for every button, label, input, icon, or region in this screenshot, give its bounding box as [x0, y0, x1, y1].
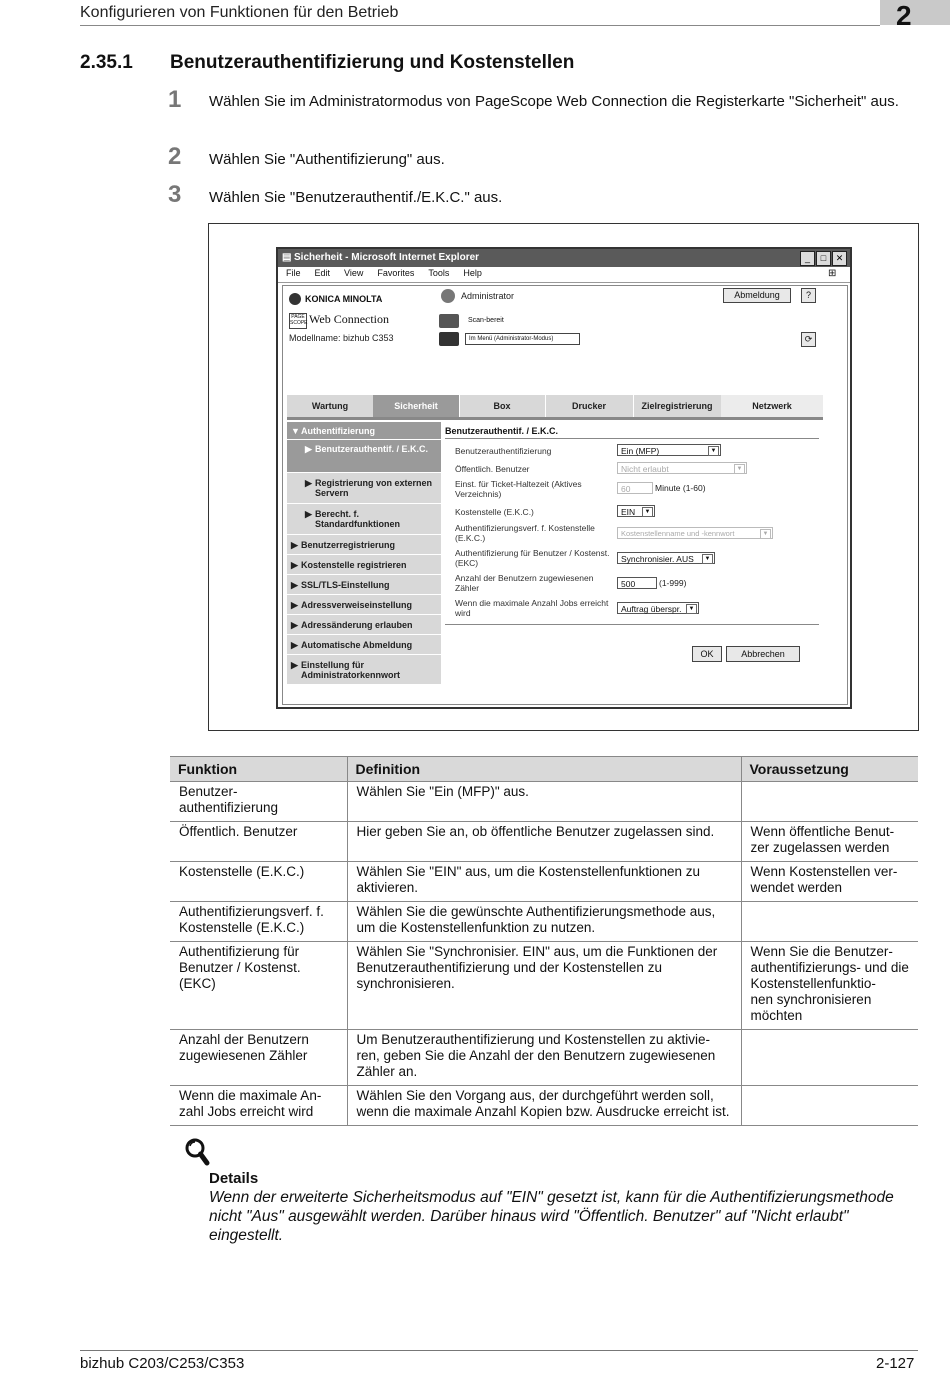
footer-rule [80, 1350, 918, 1351]
sidebar-berecht-standard[interactable]: ▶ Berecht. f. Standardfunktionen [287, 504, 441, 535]
triangle-down-icon: ▼ [291, 426, 300, 436]
field-label: Anzahl der Benutzern zugewiesenen Zähler [455, 573, 594, 593]
tab-netzwerk[interactable]: Netzwerk [721, 395, 824, 417]
field-label: Kostenstelle (E.K.C.) [455, 507, 534, 517]
scan-status: Scan-bereit [468, 317, 504, 324]
step-text: Wählen Sie "Benutzerauthentif./E.K.C." aus. [209, 189, 503, 206]
cell-definition: Wählen Sie die gewünschte Authentifizierungsmethode aus, um die Kostenstellenfunktion zu nutzen. [347, 902, 741, 942]
triangle-right-icon: ▶ [305, 444, 312, 454]
details-text: Wenn der erweiterte Sicherheitsmodus auf "EIN" gesetzt ist, kann für die Authentifizierungsmethode nicht "Aus" ausgewählt werden. Darüber hinaus wird "Öffentlich. Benutzer" auf "Nicht erlaubt" eingestellt. [209, 1189, 894, 1244]
sidebar-benutzerauthentif[interactable]: ▶ Benutzerauthentif. / E.K.C. [287, 440, 441, 473]
field-label: Authentifizierungsverf. f. Kostenstelle (E.K.C.) [455, 523, 595, 543]
cell-funktion: Wenn die maximale An- zahl Jobs erreicht wird [170, 1086, 347, 1126]
field-label: Einst. für Ticket-Haltezeit (Aktives Verzeichnis) [455, 479, 582, 499]
running-header: Konfigurieren von Funktionen für den Betrieb [80, 4, 399, 21]
dropdown-arrow-icon: ▼ [734, 464, 745, 474]
step-text: Wählen Sie "Authentifizierung" aus. [209, 151, 445, 168]
magnifier-icon [184, 1137, 210, 1167]
help-button[interactable]: ? [801, 288, 816, 303]
cancel-button[interactable]: Abbrechen [726, 646, 800, 662]
table-row [170, 822, 918, 862]
ticket-haltezeit-input[interactable]: 60 [617, 482, 653, 494]
field-unit: Minute (1-60) [655, 483, 706, 493]
panel-title: Benutzerauthentif. / E.K.C. [445, 426, 559, 436]
cell-funktion: Öffentlich. Benutzer [170, 822, 347, 862]
dropdown-arrow-icon: ▼ [642, 507, 653, 517]
tab-box[interactable]: Box [459, 395, 546, 417]
cell-voraussetzung: Wenn Sie die Benutzer- authentifizierungs- und die Kostenstellenfunktio- nen synchronisieren möchten [741, 942, 918, 1030]
dropdown-arrow-icon: ▼ [702, 554, 713, 564]
cell-voraussetzung: Wenn öffentliche Benut- zer zugelassen werden [741, 822, 918, 862]
printer-icon [439, 314, 459, 328]
section-number: 2.35.1 [80, 52, 133, 73]
window-titlebar [278, 249, 850, 267]
table-header-row [170, 757, 918, 782]
dropdown-arrow-icon: ▼ [760, 529, 771, 539]
menu-favorites[interactable]: Favorites [377, 268, 415, 278]
cell-voraussetzung [741, 782, 918, 822]
menu-view[interactable]: View [344, 268, 364, 278]
browser-window [276, 247, 852, 709]
details-title: Details [209, 1170, 259, 1187]
menu-tools[interactable]: Tools [428, 268, 450, 278]
mfp-icon [439, 332, 459, 346]
cell-definition: Hier geben Sie an, ob öffentliche Benutzer zugelassen sind. [347, 822, 741, 862]
col-header-voraussetzung: Voraussetzung [741, 757, 918, 782]
sidebar-ssl-tls[interactable]: ▶ SSL/TLS-Einstellung [287, 575, 441, 595]
menu-bar [278, 268, 850, 283]
field-label: Authentifizierung für Benutzer / Kostenst. (EKC) [455, 548, 610, 568]
brand-name: KONICA MINOLTA [305, 294, 383, 304]
kostenstelle-select[interactable]: EIN ▼ [617, 505, 655, 517]
cell-voraussetzung [741, 1030, 918, 1086]
cell-definition: Wählen Sie "EIN" aus, um die Kostenstellenfunktionen zu aktivieren. [347, 862, 741, 902]
col-header-definition: Definition [347, 757, 741, 782]
ok-button[interactable]: OK [692, 646, 722, 662]
cell-voraussetzung [741, 1086, 918, 1126]
triangle-right-icon: ▶ [291, 640, 298, 650]
web-connection-title: Web Connection [309, 312, 390, 326]
triangle-right-icon: ▶ [291, 580, 298, 590]
sidebar-adressaenderung[interactable]: ▶ Adressänderung erlauben [287, 615, 441, 635]
ie-icon: ▤ [282, 252, 292, 263]
zaehler-input[interactable]: 500 [617, 577, 657, 589]
cell-voraussetzung: Wenn Kostenstellen ver- wendet werden [741, 862, 918, 902]
pagescope-logo-icon: PAGE SCOPE [289, 313, 307, 329]
cell-funktion: Authentifizierungsverf. f. Kostenstelle (E.K.C.) [170, 902, 347, 942]
sidebar-benutzerregistrierung[interactable]: ▶ Benutzerregistrierung [287, 535, 441, 555]
menu-help[interactable]: Help [463, 268, 482, 278]
table-row [170, 862, 918, 902]
refresh-icon[interactable]: ⟳ [801, 332, 816, 347]
sidebar-adressverweis[interactable]: ▶ Adressverweiseinstellung [287, 595, 441, 615]
dropdown-arrow-icon: ▼ [686, 604, 697, 614]
tab-sicherheit[interactable]: Sicherheit [373, 395, 460, 417]
cell-definition: Um Benutzerauthentifizierung und Kostenstellen zu aktivie- ren, geben Sie die Anzahl der den Benutzern zugewiesenen Zähler an. [347, 1030, 741, 1086]
step-number: 1 [168, 86, 182, 113]
model-name: Modellname: bizhub C353 [289, 333, 394, 343]
step-text: Wählen Sie im Administratormodus von PageScope Web Connection die Registerkarte "Sicherheit" aus. [209, 93, 899, 110]
cell-definition: Wählen Sie "Ein (MFP)" aus. [347, 782, 741, 822]
triangle-right-icon: ▶ [291, 600, 298, 610]
window-title: Sicherheit - Microsoft Internet Explorer [294, 252, 480, 263]
function-table [170, 756, 918, 1126]
benutzerauth-select[interactable]: Ein (MFP) ▼ [617, 444, 721, 456]
maximize-icon[interactable]: □ [816, 251, 831, 266]
triangle-right-icon: ▶ [291, 620, 298, 630]
tab-underline [287, 417, 823, 420]
page-number: 2-127 [876, 1355, 915, 1372]
sync-select[interactable]: Synchronisier. AUS ▼ [617, 552, 715, 564]
sidebar-auto-abmeldung[interactable]: ▶ Automatische Abmeldung [287, 635, 441, 655]
cell-definition: Wählen Sie "Synchronisier. EIN" aus, um die Funktionen der Benutzerauthentifizierung und der Kostenstellen zu synchronisieren. [347, 942, 741, 1030]
field-label: Öffentlich. Benutzer [455, 464, 530, 474]
max-jobs-select[interactable]: Auftrag überspr. ▼ [617, 602, 699, 614]
triangle-right-icon: ▶ [291, 660, 298, 670]
tab-zielregistrierung[interactable]: Zielregistrierung [633, 395, 722, 417]
cell-funktion: Benutzer- authentifizierung [170, 782, 347, 822]
cell-funktion: Anzahl der Benutzern zugewiesenen Zähler [170, 1030, 347, 1086]
step-number: 2 [168, 143, 182, 170]
section-title: Benutzerauthentifizierung und Kostenstellen [170, 52, 575, 73]
minimize-icon[interactable]: _ [800, 251, 815, 266]
konica-logo-icon [289, 293, 301, 305]
header-rule [80, 25, 880, 26]
menu-file[interactable]: File [286, 268, 301, 278]
table-row [170, 902, 918, 942]
sidebar-externe-server[interactable]: ▶ Registrierung von externen Servern [287, 473, 441, 504]
menu-status: Im Menü (Administrator-Modus) [465, 333, 580, 345]
triangle-right-icon: ▶ [305, 509, 312, 519]
admin-label: Administrator [461, 291, 515, 301]
chapter-tab [880, 0, 950, 25]
table-row [170, 782, 918, 822]
triangle-right-icon: ▶ [291, 560, 298, 570]
logout-button[interactable]: Abmeldung [723, 288, 791, 303]
sidebar-authentifizierung[interactable]: ▼ Authentifizierung [287, 422, 441, 440]
panel-rule [445, 438, 819, 439]
cell-voraussetzung [741, 902, 918, 942]
auth-verf-select[interactable]: Kostenstellenname und -kennwort ▼ [617, 527, 773, 539]
oeffentlich-select[interactable]: Nicht erlaubt ▼ [617, 462, 747, 474]
tab-drucker[interactable]: Drucker [545, 395, 634, 417]
field-label: Wenn die maximale Anzahl Jobs erreicht wird [455, 598, 609, 618]
sidebar-kostenstelle[interactable]: ▶ Kostenstelle registrieren [287, 555, 441, 575]
triangle-right-icon: ▶ [291, 540, 298, 550]
chapter-number: 2 [896, 0, 912, 31]
footer-model: bizhub C203/C253/C353 [80, 1355, 245, 1372]
step-number: 3 [168, 181, 182, 208]
cell-definition: Wählen Sie den Vorgang aus, der durchgeführt werden soll, wenn die maximale Anzahl Kopien bzw. Ausdrucke erreicht ist. [347, 1086, 741, 1126]
table-row [170, 942, 918, 1030]
panel-rule [445, 624, 819, 625]
field-unit: (1-999) [659, 578, 687, 588]
web-connection-app [282, 285, 848, 705]
admin-icon [441, 289, 455, 303]
dropdown-arrow-icon: ▼ [708, 446, 719, 456]
triangle-right-icon: ▶ [305, 478, 312, 488]
close-icon[interactable]: ✕ [832, 251, 847, 266]
col-header-funktion: Funktion [170, 757, 347, 782]
tab-bar [287, 395, 823, 417]
field-label: Benutzerauthentifizierung [455, 446, 552, 456]
tab-wartung[interactable]: Wartung [287, 395, 374, 417]
windows-logo-icon: ⊞ [828, 268, 837, 279]
cell-funktion: Authentifizierung für Benutzer / Kostenst. (EKC) [170, 942, 347, 1030]
sidebar-admin-kennwort[interactable]: ▶ Einstellung für Administratorkennwort [287, 655, 441, 685]
cell-funktion: Kostenstelle (E.K.C.) [170, 862, 347, 902]
menu-edit[interactable]: Edit [314, 268, 331, 278]
table-row [170, 1030, 918, 1086]
table-row [170, 1086, 918, 1126]
